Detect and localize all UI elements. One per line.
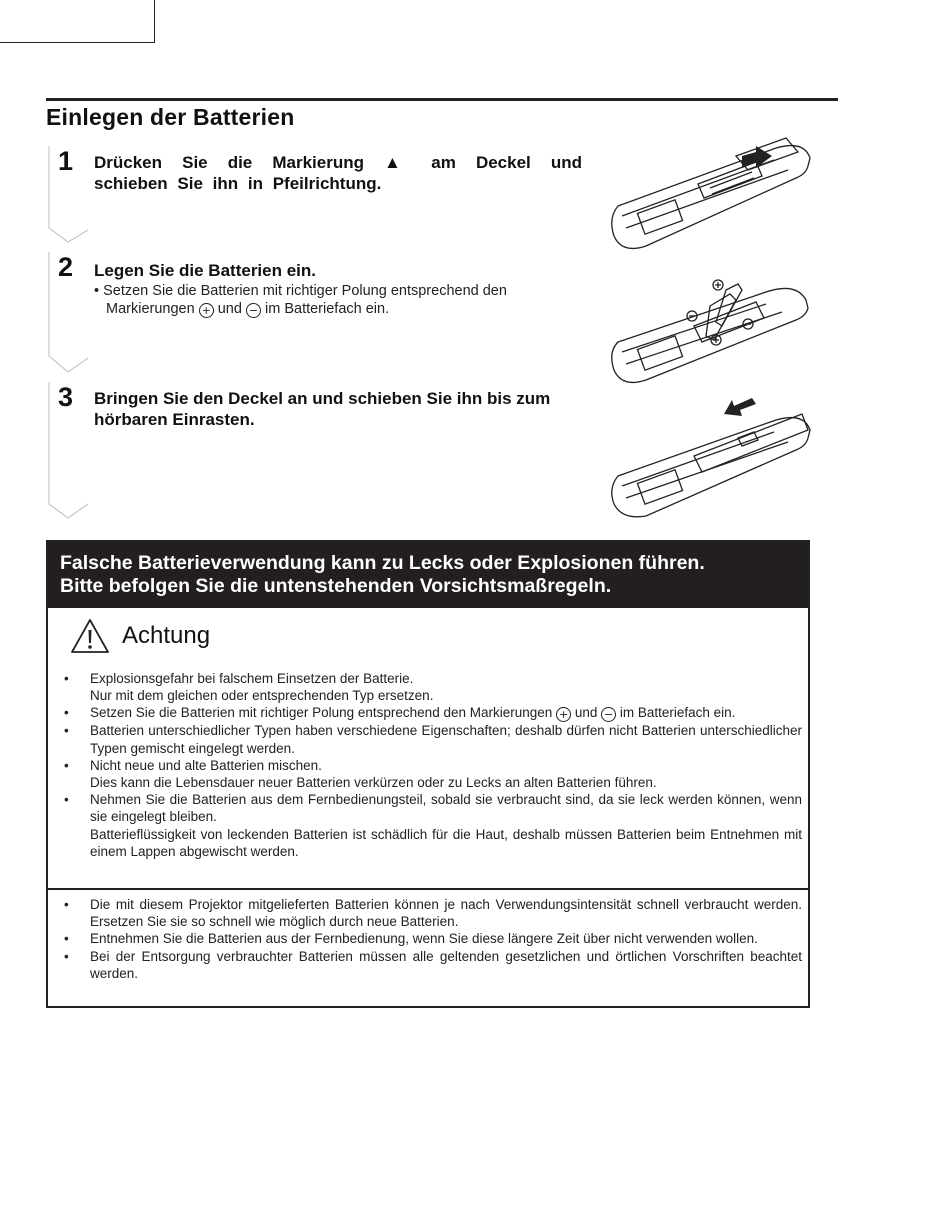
step-text: Legen Sie die Batterien ein. (94, 261, 317, 280)
plus-symbol-icon: + (556, 707, 571, 722)
warning-triangle-icon (70, 618, 110, 654)
list-item (62, 896, 802, 930)
list-item (62, 791, 802, 860)
list-item (62, 670, 802, 704)
warning-divider (48, 888, 808, 890)
step-text: Bringen Sie den Deckel an und schieben Sie ihn bis zum hörbaren Einrasten. (94, 389, 551, 429)
list-item-line: • Batterien unterschiedlicher Typen haben verschiedene Eigenschaften; deshalb dürfen nicht Batterien unterschiedlicher Typen gemischt eingelegt werden. (90, 723, 802, 756)
list-item-line: • Nicht neue und alte Batterien mischen. (90, 757, 322, 773)
battery-warning-box (46, 540, 810, 1008)
step-number: 3 (58, 382, 74, 412)
list-item (62, 948, 802, 982)
list-item-part: und (574, 705, 598, 721)
list-item-line: • Explosionsgefahr bei falschem Einsetzen der Batterie. (90, 671, 414, 686)
page-corner-frame (0, 0, 155, 43)
step-text: Drücken Sie die Markierung ▲ am Deckel und schieben Sie ihn in Pfeilrichtung. (94, 153, 582, 193)
list-item-line: Nur mit dem gleichen oder entsprechenden Typ ersetzen. (90, 688, 434, 704)
list-item (62, 930, 802, 947)
section-title: Einlegen der Batterien (46, 104, 295, 130)
minus-symbol-icon: − (246, 303, 261, 318)
list-item-line: Batterieflüssigkeit von leckenden Batterien ist schädlich für die Haut, deshalb müssen Batterien beim Entnehmen mit einem Lappen abgewischt werden. (90, 826, 802, 859)
list-item-part: Setzen Sie die Batterien mit richtiger Polung entsprechend den Markierungen (90, 705, 553, 721)
caution-label: Achtung (122, 622, 211, 649)
notes-list (62, 896, 802, 982)
warning-header (48, 542, 808, 608)
step-number: 1 (58, 146, 74, 176)
plus-symbol-icon: + (199, 303, 214, 318)
subtext-part: im Batteriefach ein. (265, 301, 390, 317)
remote-open-cover-illustration (606, 136, 818, 254)
subtext-part: Markierungen (106, 301, 195, 317)
list-item-line: Dies kann die Lebensdauer neuer Batterien verkürzen oder zu Lecks an alten Batterien führen. (90, 775, 657, 791)
list-item-line: • Die mit diesem Projektor mitgelieferten Batterien können je nach Verwendungsintensität schnell verbraucht werden. Ersetzen Sie sie so schnell wie möglich durch neue Batterien. (90, 897, 802, 930)
remote-close-cover-illustration (606, 390, 818, 520)
step-subtext-line2 (94, 300, 594, 318)
warning-header-line: Falsche Batterieverwendung kann zu Lecks oder Explosionen führen. (60, 552, 705, 574)
list-item-part: im Batteriefach ein. (619, 705, 736, 721)
step-number: 2 (58, 252, 74, 282)
caution-list (62, 670, 802, 860)
list-item-line: • Entnehmen Sie die Batterien aus der Fernbedienung, wenn Sie diese längere Zeit über nicht verwenden wollen. (90, 931, 758, 947)
warning-header-line: Bitte befolgen Sie die untenstehenden Vorsichtsmaßregeln. (60, 575, 612, 597)
subtext-part: und (217, 301, 242, 317)
caution-title (70, 616, 210, 656)
step-subtext-line1: • Setzen Sie die Batterien mit richtiger Polung entsprechend den (94, 283, 507, 299)
minus-symbol-icon: − (601, 707, 616, 722)
list-item-line: • Bei der Entsorgung verbrauchter Batterien müssen alle geltenden gesetzlichen und örtlichen Vorschriften beachtet werden. (90, 948, 802, 981)
list-item (62, 704, 802, 722)
remote-insert-batteries-illustration (606, 276, 818, 388)
list-item (62, 722, 802, 756)
step-subtext (94, 282, 594, 318)
list-item (62, 757, 802, 791)
list-item-line: • Nehmen Sie die Batterien aus dem Fernbedienungsteil, sobald sie verbraucht sind, da sie leck werden können, wenn sie eingelegt bleiben. (90, 792, 802, 825)
section-rule (46, 98, 838, 101)
